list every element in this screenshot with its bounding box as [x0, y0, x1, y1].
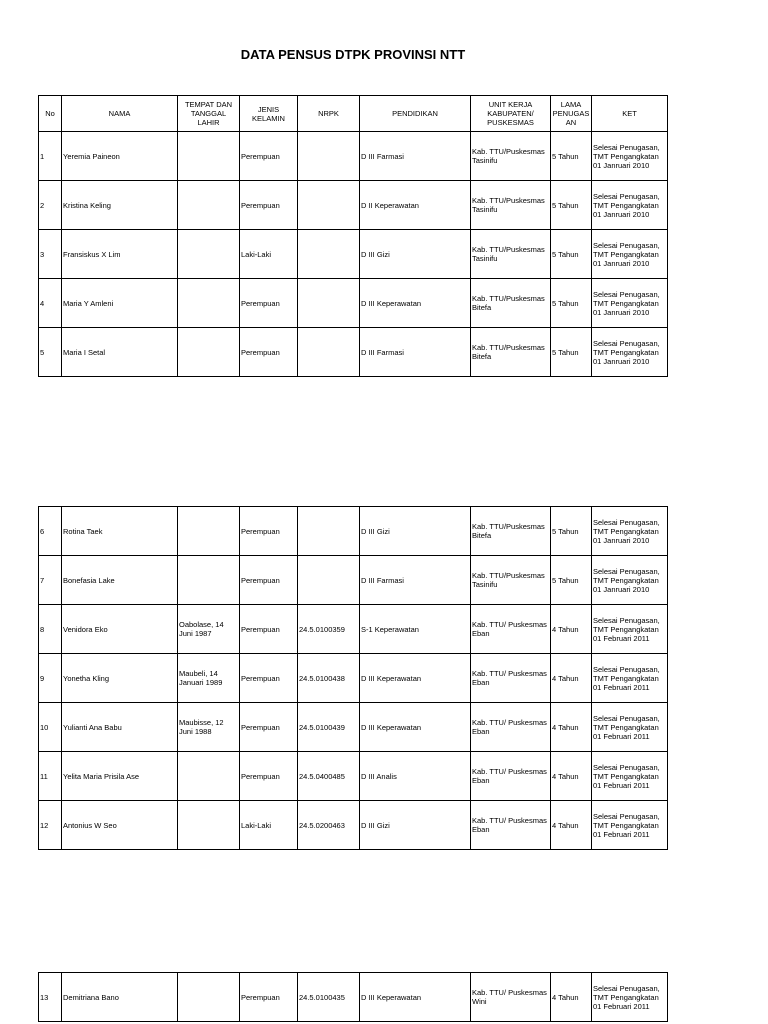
cell-lama: 5 Tahun [551, 556, 592, 605]
col-header-no: No [39, 96, 62, 132]
table-row [39, 328, 668, 377]
cell-lama: 5 Tahun [551, 132, 592, 181]
cell-nama: Yeremia Paineon [62, 132, 178, 181]
cell-pendidikan: D III Keperawatan [360, 973, 471, 1022]
col-header-unit: UNIT KERJA KABUPATEN/ PUSKESMAS [471, 96, 551, 132]
col-header-ket: KET [592, 96, 668, 132]
cell-nrpk [298, 279, 360, 328]
cell-no: 3 [39, 230, 62, 279]
cell-jk: Perempuan [240, 973, 298, 1022]
cell-ttl: Oabolase, 14 Juni 1987 [178, 605, 240, 654]
cell-ttl [178, 973, 240, 1022]
cell-unit: Kab. TTU/ Puskesmas Eban [471, 752, 551, 801]
table-row [39, 507, 668, 556]
cell-nama: Maria I Setal [62, 328, 178, 377]
cell-jk: Perempuan [240, 654, 298, 703]
cell-ket: Selesai Penugasan, TMT Pengangkatan 01 Janruari 2010 [592, 132, 668, 181]
table-row [39, 703, 668, 752]
cell-pendidikan: D III Analis [360, 752, 471, 801]
cell-ttl [178, 801, 240, 850]
cell-jk: Perempuan [240, 507, 298, 556]
cell-nrpk [298, 181, 360, 230]
cell-nama: Maria Y Amleni [62, 279, 178, 328]
cell-nrpk [298, 230, 360, 279]
cell-unit: Kab. TTU/Puskesmas Bitefa [471, 507, 551, 556]
cell-ttl [178, 279, 240, 328]
cell-nrpk [298, 328, 360, 377]
data-table-page-2 [38, 506, 668, 850]
table-row [39, 230, 668, 279]
cell-no: 6 [39, 507, 62, 556]
cell-pendidikan: D III Keperawatan [360, 654, 471, 703]
cell-no: 12 [39, 801, 62, 850]
cell-lama: 5 Tahun [551, 507, 592, 556]
cell-ket: Selesai Penugasan, TMT Pengangkatan 01 Februari 2011 [592, 752, 668, 801]
cell-no: 4 [39, 279, 62, 328]
cell-lama: 5 Tahun [551, 230, 592, 279]
cell-pendidikan: D III Keperawatan [360, 279, 471, 328]
table-row [39, 556, 668, 605]
cell-nrpk [298, 556, 360, 605]
cell-nrpk [298, 507, 360, 556]
cell-unit: Kab. TTU/Puskesmas Tasinifu [471, 230, 551, 279]
cell-no: 1 [39, 132, 62, 181]
cell-no: 5 [39, 328, 62, 377]
cell-nama: Yelita Maria Prisila Ase [62, 752, 178, 801]
cell-ttl [178, 328, 240, 377]
table-row [39, 752, 668, 801]
cell-unit: Kab. TTU/ Puskesmas Wini [471, 973, 551, 1022]
col-header-ttl: TEMPAT DAN TANGGAL LAHIR [178, 96, 240, 132]
cell-lama: 5 Tahun [551, 328, 592, 377]
cell-unit: Kab. TTU/ Puskesmas Eban [471, 605, 551, 654]
col-header-nrpk: NRPK [298, 96, 360, 132]
cell-jk: Perempuan [240, 132, 298, 181]
cell-ket: Selesai Penugasan, TMT Pengangkatan 01 Janruari 2010 [592, 556, 668, 605]
cell-lama: 4 Tahun [551, 801, 592, 850]
table-row [39, 605, 668, 654]
col-header-jk: JENIS KELAMIN [240, 96, 298, 132]
table-row [39, 654, 668, 703]
cell-nama: Bonefasia Lake [62, 556, 178, 605]
cell-nrpk: 24.5.0100439 [298, 703, 360, 752]
cell-ket: Selesai Penugasan, TMT Pengangkatan 01 Janruari 2010 [592, 230, 668, 279]
cell-ttl [178, 132, 240, 181]
cell-jk: Laki-Laki [240, 230, 298, 279]
header-row [39, 96, 668, 132]
col-header-lama: LAMA PENUGAS AN [551, 96, 592, 132]
cell-no: 9 [39, 654, 62, 703]
cell-nama: Yonetha Kling [62, 654, 178, 703]
cell-no: 11 [39, 752, 62, 801]
cell-unit: Kab. TTU/Puskesmas Bitefa [471, 328, 551, 377]
cell-nrpk [298, 132, 360, 181]
cell-jk: Perempuan [240, 703, 298, 752]
cell-nrpk: 24.5.0100359 [298, 605, 360, 654]
cell-ket: Selesai Penugasan, TMT Pengangkatan 01 Janruari 2010 [592, 328, 668, 377]
cell-no: 8 [39, 605, 62, 654]
cell-lama: 4 Tahun [551, 654, 592, 703]
cell-ket: Selesai Penugasan, TMT Pengangkatan 01 Februari 2011 [592, 973, 668, 1022]
cell-jk: Laki-Laki [240, 801, 298, 850]
cell-lama: 4 Tahun [551, 752, 592, 801]
cell-nrpk: 24.5.0100438 [298, 654, 360, 703]
cell-ttl [178, 230, 240, 279]
cell-pendidikan: D III Gizi [360, 507, 471, 556]
cell-jk: Perempuan [240, 279, 298, 328]
cell-no: 2 [39, 181, 62, 230]
cell-lama: 5 Tahun [551, 181, 592, 230]
cell-no: 13 [39, 973, 62, 1022]
table-row [39, 801, 668, 850]
cell-lama: 4 Tahun [551, 605, 592, 654]
cell-ttl: Maubeli, 14 Januari 1989 [178, 654, 240, 703]
cell-ket: Selesai Penugasan, TMT Pengangkatan 01 Janruari 2010 [592, 279, 668, 328]
cell-jk: Perempuan [240, 605, 298, 654]
cell-nama: Fransiskus X Lim [62, 230, 178, 279]
cell-jk: Perempuan [240, 556, 298, 605]
table-row [39, 181, 668, 230]
cell-nama: Kristina Keling [62, 181, 178, 230]
cell-no: 7 [39, 556, 62, 605]
cell-pendidikan: D III Farmasi [360, 556, 471, 605]
cell-ket: Selesai Penugasan, TMT Pengangkatan 01 Janruari 2010 [592, 181, 668, 230]
cell-nrpk: 24.5.0200463 [298, 801, 360, 850]
cell-ket: Selesai Penugasan, TMT Pengangkatan 01 Februari 2011 [592, 654, 668, 703]
cell-nama: Antonius W Seo [62, 801, 178, 850]
table-row [39, 973, 668, 1022]
cell-ket: Selesai Penugasan, TMT Pengangkatan 01 Februari 2011 [592, 703, 668, 752]
col-header-nama: NAMA [62, 96, 178, 132]
cell-unit: Kab. TTU/Puskesmas Bitefa [471, 279, 551, 328]
cell-pendidikan: D III Farmasi [360, 328, 471, 377]
cell-unit: Kab. TTU/ Puskesmas Eban [471, 703, 551, 752]
cell-ket: Selesai Penugasan, TMT Pengangkatan 01 Februari 2011 [592, 605, 668, 654]
cell-no: 10 [39, 703, 62, 752]
cell-nama: Yulianti Ana Babu [62, 703, 178, 752]
table-row [39, 279, 668, 328]
cell-pendidikan: D II Keperawatan [360, 181, 471, 230]
table-row [39, 132, 668, 181]
cell-unit: Kab. TTU/ Puskesmas Eban [471, 654, 551, 703]
cell-jk: Perempuan [240, 181, 298, 230]
cell-nama: Demitriana Bano [62, 973, 178, 1022]
cell-unit: Kab. TTU/Puskesmas Tasinifu [471, 556, 551, 605]
data-table-page-1 [38, 95, 668, 377]
cell-unit: Kab. TTU/ Puskesmas Eban [471, 801, 551, 850]
cell-ttl: Maubisse, 12 Juni 1988 [178, 703, 240, 752]
cell-pendidikan: S-1 Keperawatan [360, 605, 471, 654]
cell-nama: Rotina Taek [62, 507, 178, 556]
cell-pendidikan: D III Farmasi [360, 132, 471, 181]
data-table-page-3 [38, 972, 668, 1022]
cell-pendidikan: D III Keperawatan [360, 703, 471, 752]
cell-nrpk: 24.5.0400485 [298, 752, 360, 801]
cell-lama: 4 Tahun [551, 973, 592, 1022]
cell-nrpk: 24.5.0100435 [298, 973, 360, 1022]
cell-pendidikan: D III Gizi [360, 230, 471, 279]
cell-ket: Selesai Penugasan, TMT Pengangkatan 01 Janruari 2010 [592, 507, 668, 556]
cell-ttl [178, 752, 240, 801]
cell-ttl [178, 181, 240, 230]
cell-ttl [178, 507, 240, 556]
cell-lama: 5 Tahun [551, 279, 592, 328]
cell-ttl [178, 556, 240, 605]
cell-jk: Perempuan [240, 752, 298, 801]
cell-unit: Kab. TTU/Puskesmas Tasinifu [471, 181, 551, 230]
page-title: DATA PENSUS DTPK PROVINSI NTT [240, 47, 466, 62]
cell-ket: Selesai Penugasan, TMT Pengangkatan 01 Februari 2011 [592, 801, 668, 850]
col-header-pendidikan: PENDIDIKAN [360, 96, 471, 132]
cell-pendidikan: D III Gizi [360, 801, 471, 850]
cell-lama: 4 Tahun [551, 703, 592, 752]
cell-jk: Perempuan [240, 328, 298, 377]
cell-unit: Kab. TTU/Puskesmas Tasinifu [471, 132, 551, 181]
cell-nama: Venidora Eko [62, 605, 178, 654]
